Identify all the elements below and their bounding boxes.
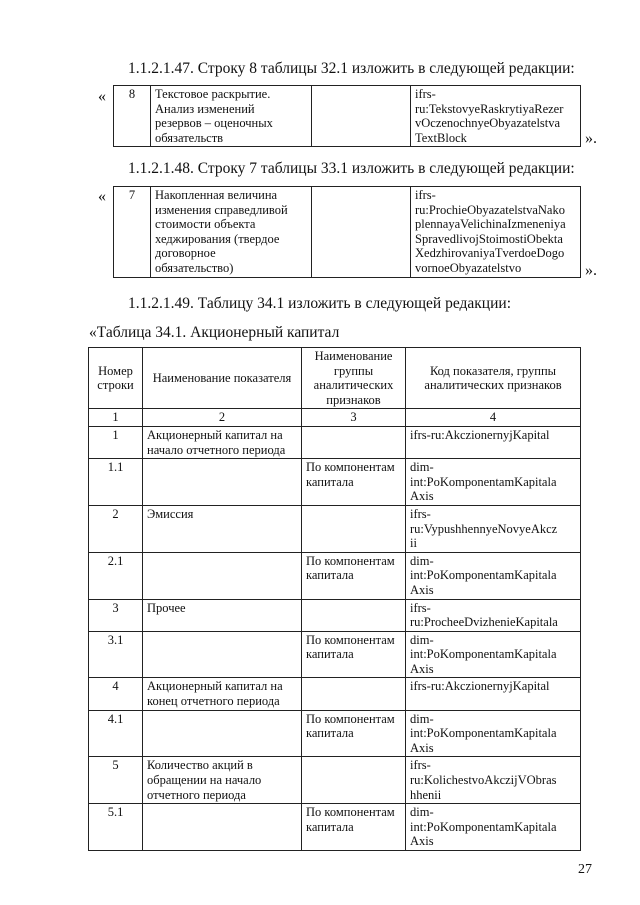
row-number-cell: 5.1 xyxy=(89,804,143,851)
code-cell: dim- int:PoKomponentamKapitala Axis xyxy=(406,804,581,851)
table-row xyxy=(89,710,581,757)
row-number-cell: 1 xyxy=(89,426,143,458)
open-quote: « xyxy=(98,88,106,105)
row-number-cell: 1.1 xyxy=(89,459,143,506)
indicator-name-cell: Накопленная величина изменения справедливой стоимости объекта хеджирования (твердое договорное обязательство) xyxy=(151,187,312,278)
group-cell xyxy=(302,599,406,631)
table-row xyxy=(114,187,581,278)
indicator-name-cell xyxy=(143,710,302,757)
row-number-cell: 4 xyxy=(89,678,143,710)
table-row xyxy=(89,631,581,678)
table-row xyxy=(89,505,581,552)
indicator-name-cell: Прочее xyxy=(143,599,302,631)
row-number-cell: 5 xyxy=(89,757,143,804)
row-number-cell: 8 xyxy=(114,86,151,147)
paragraph-1-1-2-1-48: 1.1.2.1.48. Строку 7 таблицы 33.1 изложить в следующей редакции: xyxy=(128,160,575,177)
column-number: 4 xyxy=(406,409,581,427)
close-quote: ». xyxy=(585,130,597,147)
column-number-row xyxy=(89,409,581,427)
row-number-cell: 3 xyxy=(89,599,143,631)
code-cell: ifrs- ru:TekstovyeRaskrytiyaRezer vOczenochnyeObyazatelstva TextBlock xyxy=(411,86,581,147)
column-number: 2 xyxy=(143,409,302,427)
group-cell xyxy=(312,86,411,147)
group-cell xyxy=(302,678,406,710)
table-row xyxy=(89,599,581,631)
group-cell: По компонентам капитала xyxy=(302,804,406,851)
indicator-name-cell: Количество акций в обращении на начало отчетного периода xyxy=(143,757,302,804)
table-row xyxy=(89,757,581,804)
table-row xyxy=(89,552,581,599)
group-cell xyxy=(302,505,406,552)
group-cell: По компонентам капитала xyxy=(302,552,406,599)
table-34-1-caption: «Таблица 34.1. Акционерный капитал xyxy=(89,324,340,341)
table-header-row xyxy=(89,348,581,409)
group-cell: По компонентам капитала xyxy=(302,631,406,678)
header-code: Код показателя, группы аналитических признаков xyxy=(406,348,581,409)
group-cell xyxy=(312,187,411,278)
row-number-cell: 2 xyxy=(89,505,143,552)
row-number-cell: 3.1 xyxy=(89,631,143,678)
row-number-cell: 4.1 xyxy=(89,710,143,757)
table-34-1 xyxy=(88,347,581,851)
code-cell: dim- int:PoKomponentamKapitala Axis xyxy=(406,631,581,678)
code-cell: ifrs-ru:AkczionernyjKapital xyxy=(406,426,581,458)
code-cell: dim- int:PoKomponentamKapitala Axis xyxy=(406,552,581,599)
table-33-1-row-7 xyxy=(113,186,581,278)
row-number-cell: 7 xyxy=(114,187,151,278)
table-row xyxy=(89,459,581,506)
group-cell xyxy=(302,426,406,458)
table-row xyxy=(89,426,581,458)
column-number: 1 xyxy=(89,409,143,427)
indicator-name-cell xyxy=(143,631,302,678)
code-cell: ifrs-ru:AkczionernyjKapital xyxy=(406,678,581,710)
code-cell: ifrs- ru:ProchieObyazatelstvaNako plennayaVelichinaIzmeneniya SpravedlivojStoimostiObekta XedzhirovaniyaTverdoeDogo vornoeObyazatelstvo xyxy=(411,187,581,278)
indicator-name-cell xyxy=(143,552,302,599)
indicator-name-cell: Эмиссия xyxy=(143,505,302,552)
indicator-name-cell xyxy=(143,459,302,506)
open-quote: « xyxy=(98,188,106,205)
header-indicator-name: Наименование показателя xyxy=(143,348,302,409)
row-number-cell: 2.1 xyxy=(89,552,143,599)
code-cell: ifrs- ru:ProcheeDvizhenieKapitala xyxy=(406,599,581,631)
code-cell: ifrs- ru:VypushhennyeNovyeAkcz ii xyxy=(406,505,581,552)
indicator-name-cell: Акционерный капитал на конец отчетного периода xyxy=(143,678,302,710)
indicator-name-cell: Текстовое раскрытие. Анализ изменений резервов – оценочных обязательств xyxy=(151,86,312,147)
table-row xyxy=(89,678,581,710)
header-row-number: Номер строки xyxy=(89,348,143,409)
table-row xyxy=(89,804,581,851)
column-number: 3 xyxy=(302,409,406,427)
paragraph-1-1-2-1-49: 1.1.2.1.49. Таблицу 34.1 изложить в следующей редакции: xyxy=(128,295,511,312)
code-cell: dim- int:PoKomponentamKapitala Axis xyxy=(406,710,581,757)
page-number: 27 xyxy=(578,862,592,877)
code-cell: ifrs- ru:KolichestvoAkczijVObras hhenii xyxy=(406,757,581,804)
group-cell: По компонентам капитала xyxy=(302,710,406,757)
indicator-name-cell xyxy=(143,804,302,851)
close-quote: ». xyxy=(585,262,597,279)
code-cell: dim- int:PoKomponentamKapitala Axis xyxy=(406,459,581,506)
group-cell xyxy=(302,757,406,804)
paragraph-1-1-2-1-47: 1.1.2.1.47. Строку 8 таблицы 32.1 изложить в следующей редакции: xyxy=(128,60,575,77)
header-group-name: Наименование группы аналитических признаков xyxy=(302,348,406,409)
table-34-1-body xyxy=(89,426,581,850)
indicator-name-cell: Акционерный капитал на начало отчетного периода xyxy=(143,426,302,458)
group-cell: По компонентам капитала xyxy=(302,459,406,506)
table-32-1-row-8 xyxy=(113,85,581,147)
table-row xyxy=(114,86,581,147)
